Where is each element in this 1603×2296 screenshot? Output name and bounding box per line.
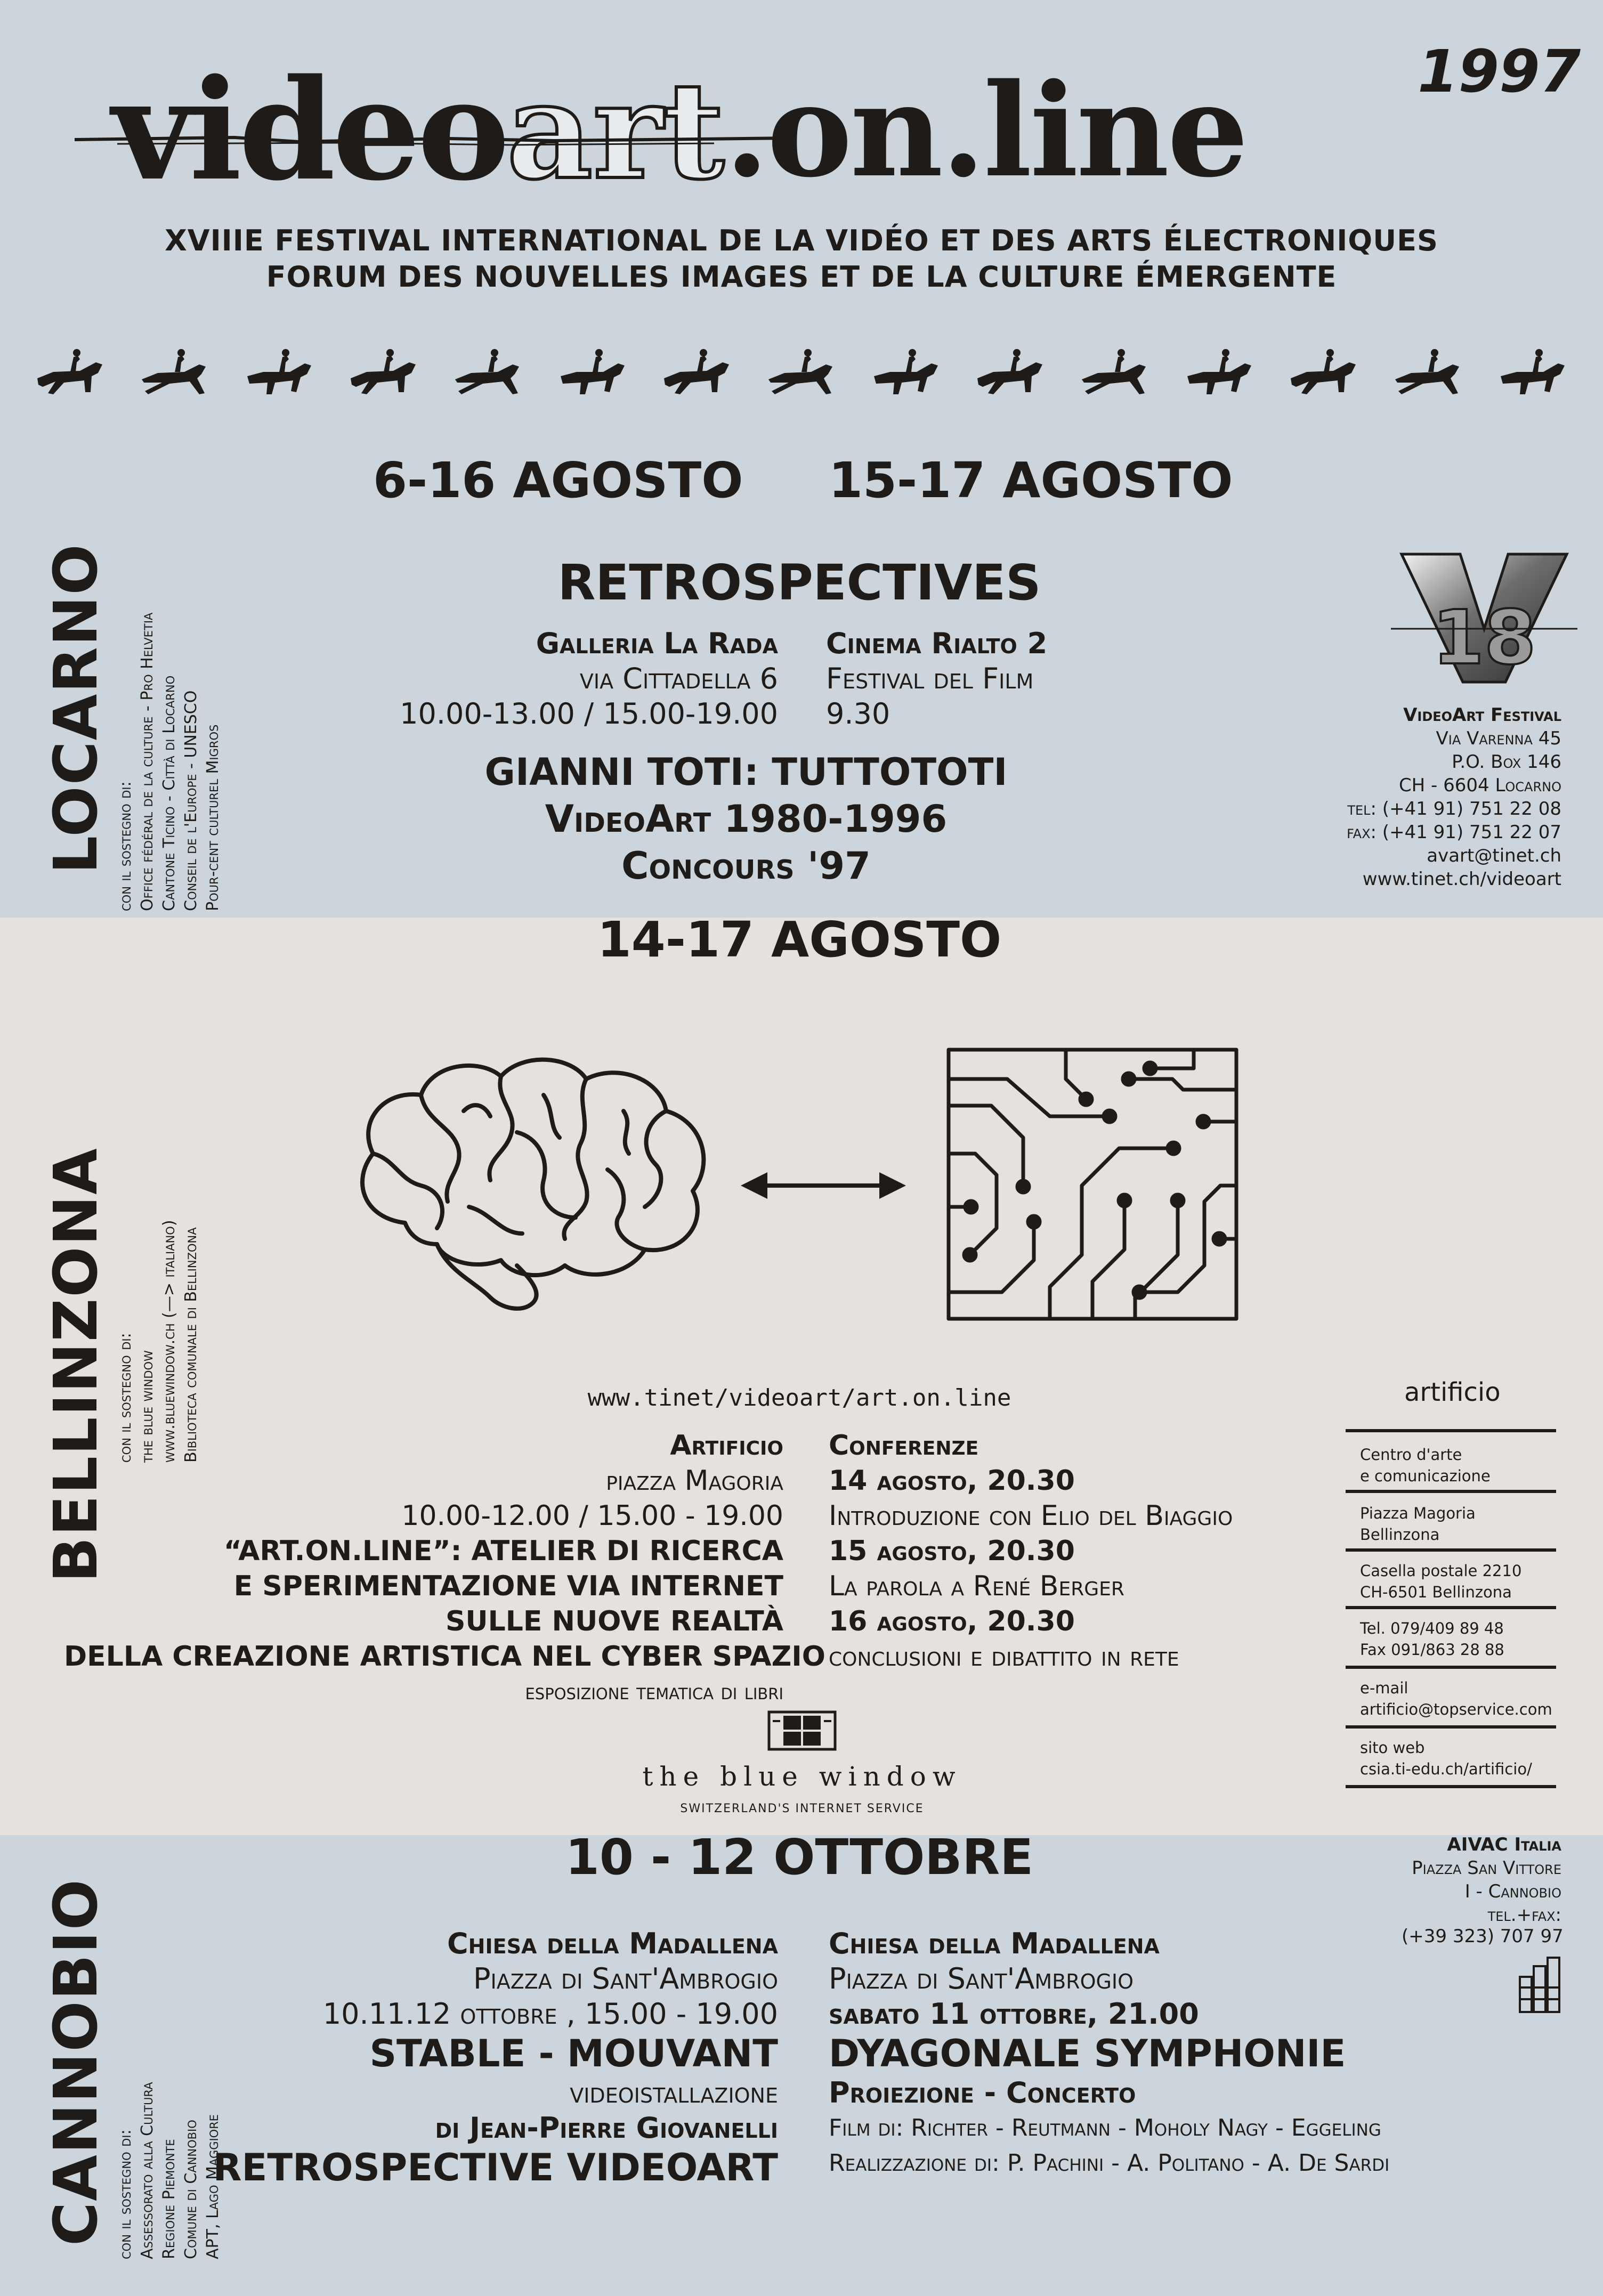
contact-fax: fax: (+41 91) 751 22 07 (1347, 822, 1561, 843)
sponsor-line: APT, Lago Maggiore (204, 2114, 222, 2259)
subtitle-line-1: XVIIIE FESTIVAL INTERNATIONAL DE LA VIDÉO ET DES ARTS ÉLECTRONIQUES (165, 224, 1438, 257)
cannobio-left-column (160, 1926, 778, 2189)
locarno-dates-1: 6-16 AGOSTO (373, 452, 743, 509)
horse-rider-icon (1082, 349, 1146, 394)
venue-time: 9.30 (826, 697, 890, 731)
sponsor-line: Cantone Ticino - Città di Locarno (160, 675, 179, 911)
contact-street: Via Varenna 45 (1436, 728, 1561, 749)
contact-tel: tel: (+41 91) 751 22 08 (1347, 798, 1561, 820)
contact-telfax: tel.+fax: (1487, 1904, 1561, 1926)
program-gianni-toti: GIANNI TOTI: TUTTOTOTI (484, 750, 1008, 794)
artificio-block-1 (1360, 1444, 1491, 1487)
horse-rider-icon (1501, 349, 1565, 394)
artificio-block-2 (1360, 1503, 1476, 1545)
locarno-dates-2: 15-17 AGOSTO (829, 452, 1233, 509)
contact-name: VideoArt Festival (1403, 704, 1561, 726)
cannobio-contact (1295, 1833, 1561, 1927)
locarno-left-column (320, 626, 778, 732)
divider (1346, 1490, 1556, 1493)
cannobio-right-column (829, 1926, 1388, 2181)
locarno-contact (1295, 703, 1561, 891)
aivac-logo (1518, 1956, 1561, 2014)
logo-online: .on.line (724, 55, 1246, 206)
svg-text:18: 18 (1432, 595, 1536, 682)
blue-window-tagline: SWITZERLAND'S INTERNET SERVICE (680, 1802, 924, 1815)
venue-address: via Cittadella 6 (579, 662, 778, 695)
book-exhibition: esposizione tematica di libri (525, 1678, 783, 1705)
bellinzona-url[interactable]: www.tinet/videoart/art.on.line (587, 1384, 1011, 1411)
divider (1346, 1725, 1556, 1729)
artificio-block-4 (1360, 1618, 1504, 1660)
conference-topic-3: conclusioni e dibattito in rete (829, 1641, 1179, 1673)
projection-concert: Proiezione - Concerto (829, 2076, 1136, 2110)
venue-chiesa: Chiesa della Madallena (447, 1927, 778, 1960)
contact-web[interactable]: www.tinet.ch/videoart (1362, 869, 1561, 890)
artificio-line: Tel. 079/409 89 48 (1360, 1619, 1504, 1637)
stable-mouvant: STABLE - MOUVANT (369, 2032, 778, 2075)
artificio-line: Fax 091/863 28 88 (1360, 1641, 1504, 1659)
blue-window-name: the blue window (642, 1761, 962, 1792)
concert-date: sabato 11 ottobre, 21.00 (829, 1997, 1199, 2031)
logo-art: art (506, 52, 725, 209)
sponsor-line: the blue window (138, 1350, 157, 1463)
program-concours: Concours '97 (621, 844, 871, 888)
bellinzona-right-column (829, 1428, 1335, 1674)
divider (1346, 1785, 1556, 1788)
circuit-board-icon (943, 1047, 1242, 1324)
artificio-hours: 10.00-12.00 / 15.00 - 19.00 (401, 1500, 783, 1532)
artificio-line: Piazza Magoria (1360, 1504, 1476, 1522)
city-locarno: LOCARNO (42, 543, 111, 874)
horse-rider-icon (1395, 349, 1459, 394)
venue-galleria: Galleria La Rada (536, 627, 778, 660)
locarno-program (373, 749, 1119, 889)
dyagonale-symphonie: DYAGONALE SYMPHONIE (829, 2032, 1346, 2075)
locarno-sponsors (115, 613, 224, 911)
bellinzona-sponsors (115, 1220, 202, 1463)
contact-city: CH - 6604 Locarno (1398, 775, 1561, 796)
artificio-line: Bellinzona (1360, 1526, 1440, 1544)
conference-date-3: 16 agosto, 20.30 (829, 1605, 1075, 1637)
venue-chiesa: Chiesa della Madallena (829, 1927, 1160, 1960)
horse-rider-icon (874, 349, 938, 394)
conference-topic-1: Introduzione con Elio del Biaggio (829, 1500, 1233, 1532)
divider (1346, 1606, 1556, 1609)
brain-icon (341, 1047, 725, 1324)
horse-rider-icon (768, 349, 832, 394)
locarno-right-column (826, 626, 1199, 732)
venue-cinema: Cinema Rialto 2 (826, 627, 1048, 660)
artificio-venue: Artificio (670, 1430, 783, 1462)
cannobio-dates: 10 - 12 OTTOBRE (565, 1829, 1034, 1886)
venue-piazza: Piazza di Sant'Ambrogio (829, 1962, 1134, 1995)
sponsor-line: Office fédéral de la culture - Pro Helvetia (138, 612, 157, 911)
horse-rider-icon (142, 349, 206, 394)
venue-hours: 10.00-13.00 / 15.00-19.00 (400, 697, 778, 731)
artificio-title: artificio (1404, 1377, 1501, 1407)
contact-number: (+39 323) 707 97 (1402, 1926, 1564, 1947)
program-videoart: VideoArt 1980-1996 (545, 797, 948, 841)
venue-event: Festival del Film (826, 662, 1034, 695)
artificio-line: CH-6501 Bellinzona (1360, 1583, 1512, 1601)
artificio-block-3 (1360, 1560, 1521, 1603)
atelier-line-2: E SPERIMENTAZIONE VIA INTERNET (233, 1570, 783, 1602)
horse-rider-icon (351, 349, 416, 394)
artificio-line: Casella postale 2210 (1360, 1562, 1522, 1580)
horse-rider-icon (455, 349, 519, 394)
sponsor-line: Biblioteca comunale di Bellinzona (182, 1227, 200, 1463)
divider (1346, 1548, 1556, 1552)
sponsor-line: www.bluewindow.ch (—> italiano) (160, 1220, 179, 1463)
city-bellinzona: BELLINZONA (42, 1147, 111, 1583)
retrospective-videoart: RETROSPECTIVE VIDEOART (213, 2146, 778, 2189)
videoinstallation: videoistallazione (570, 2076, 778, 2110)
horse-rider-icon (664, 349, 729, 394)
double-arrow-icon (741, 1164, 906, 1207)
sponsor-line: con il sostegno di: (116, 2129, 135, 2259)
contact-street: Piazza San Vittore (1412, 1857, 1561, 1879)
bellinzona-left-column (64, 1428, 825, 1709)
artificio-email[interactable]: artificio@topservice.com (1360, 1700, 1552, 1718)
logo-video: video (112, 49, 507, 212)
sponsor-line: con il sostegno di: (116, 1333, 135, 1463)
sponsor-line: Regione Piemonte (160, 2139, 179, 2259)
horse-frieze (32, 336, 1603, 405)
conference-date-2: 15 agosto, 20.30 (829, 1535, 1075, 1567)
sponsor-line: Pour-cent culturel Migros (204, 724, 222, 911)
atelier-line-4: DELLA CREAZIONE ARTISTICA NEL CYBER SPAZIO (64, 1641, 825, 1673)
contact-name: AIVAC Italia (1447, 1834, 1561, 1855)
artist-name: di Jean-Pierre Giovanelli (435, 2111, 778, 2145)
city-cannobio: CANNOBIO (42, 1878, 111, 2246)
retrospectives-heading: RETROSPECTIVES (557, 554, 1041, 611)
contact-email[interactable]: avart@tinet.ch (1427, 845, 1561, 866)
sponsor-line: Assessorato alla Cultura (138, 2082, 157, 2259)
atelier-line-1: “ART.ON.LINE”: ATELIER DI RICERCA (223, 1535, 783, 1567)
sponsor-line: Conseil de l'Europe - UNESCO (182, 690, 200, 911)
artificio-web[interactable]: csia.ti-edu.ch/artificio/ (1360, 1760, 1532, 1778)
contact-city: I - Cannobio (1464, 1881, 1561, 1902)
atelier-line-3: SULLE NUOVE REALTÀ (445, 1605, 783, 1637)
artificio-line: e comunicazione (1360, 1467, 1491, 1485)
videoart-festival-logo (1386, 549, 1583, 687)
horse-rider-icon (1187, 349, 1251, 394)
horse-rider-icon (977, 349, 1042, 394)
bellinzona-dates: 14-17 AGOSTO (597, 911, 1002, 968)
horse-rider-icon (247, 349, 311, 394)
blue-window-icon (767, 1710, 837, 1751)
conference-topic-2: La parola a René Berger (829, 1570, 1124, 1602)
contact-box: P.O. Box 146 (1452, 751, 1561, 773)
logo-glitch-lines (75, 128, 794, 149)
sponsor-line: con il sostegno di: (116, 781, 135, 911)
year: 1997 (1418, 37, 1581, 106)
film-credits: Film di: Richter - Reutmann - Moholy Nagy - Eggeling (829, 2114, 1381, 2141)
artificio-block-6 (1360, 1737, 1532, 1780)
conferences-heading: Conferenze (829, 1430, 979, 1462)
sponsor-line: Comune di Cannobio (182, 2120, 200, 2259)
venue-piazza: Piazza di Sant'Ambrogio (473, 1962, 778, 1995)
installation-dates: 10.11.12 ottobre , 15.00 - 19.00 (322, 1997, 778, 2031)
subtitle-line-2: FORUM DES NOUVELLES IMAGES ET DE LA CULTURE ÉMERGENTE (266, 260, 1337, 294)
horse-rider-icon (37, 349, 102, 394)
artificio-address: piazza Magoria (606, 1465, 783, 1497)
production-credits: Realizzazione di: P. Pachini - A. Politano - A. De Sardi (829, 2149, 1390, 2177)
artificio-line: e-mail (1360, 1679, 1408, 1697)
conference-date-1: 14 agosto, 20.30 (829, 1465, 1075, 1497)
horse-rider-icon (1291, 349, 1356, 394)
divider (1346, 1666, 1556, 1669)
artificio-line: sito web (1360, 1739, 1425, 1757)
divider (1346, 1429, 1556, 1432)
horse-rider-icon (561, 349, 625, 394)
artificio-block-5 (1360, 1677, 1552, 1720)
artificio-line: Centro d'arte (1360, 1446, 1462, 1464)
